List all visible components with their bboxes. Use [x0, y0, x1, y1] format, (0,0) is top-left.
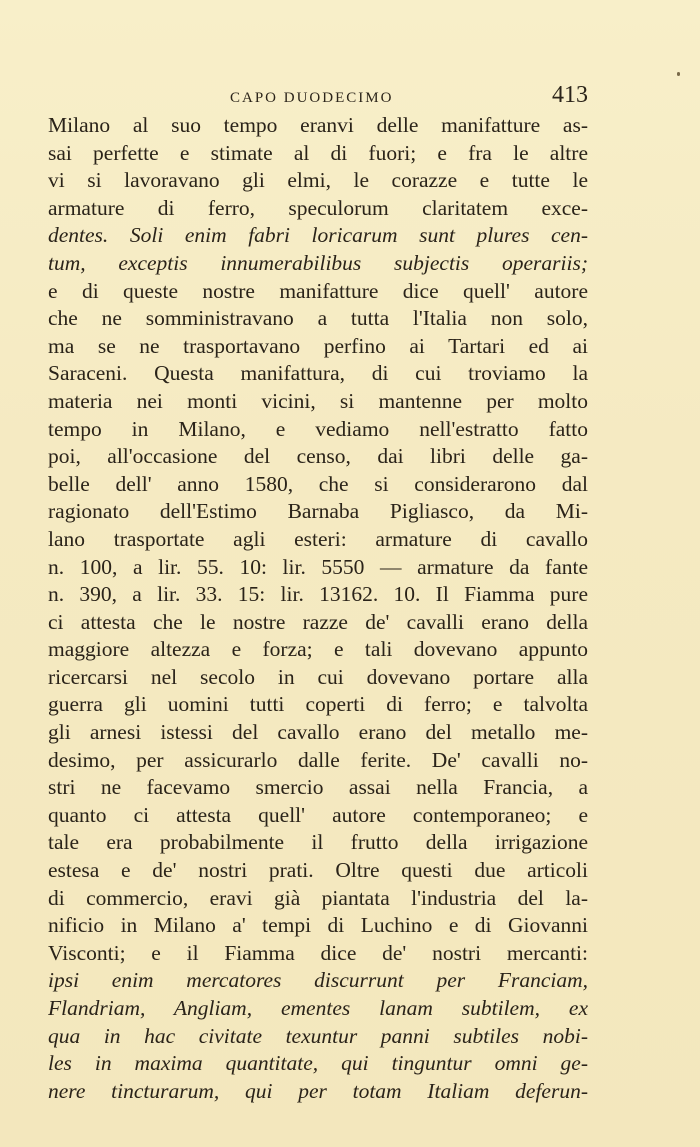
text-line: nere tincturarum, qui per totam Italiam deferun- — [48, 1078, 588, 1103]
text-line: maggiore altezza e forza; e tali dovevano appunto — [48, 637, 588, 662]
text-line: armature di ferro, speculorum claritatem exce- — [48, 195, 588, 220]
text-line: qua in hac civitate texuntur panni subtiles nobi- — [48, 1023, 588, 1048]
text-line: stri ne facevamo smercio assai nella Francia, a — [48, 775, 588, 800]
text-line: ricercarsi nel secolo in cui dovevano portare alla — [48, 664, 588, 689]
page-number: 413 — [552, 82, 588, 108]
text-line: poi, all'occasione del censo, dai libri delle ga- — [48, 444, 588, 469]
running-head — [48, 84, 588, 112]
text-line: tale era probabilmente il frutto della irrigazione — [48, 830, 588, 855]
text-line: n. 390, a lir. 33. 15: lir. 13162. 10. Il Fiamma pure — [48, 582, 588, 607]
text-line: sai perfette e stimate al di fuori; e fra le altre — [48, 140, 588, 165]
running-title: CAPO DUODECIMO — [230, 90, 394, 106]
text-line: estesa e de' nostri prati. Oltre questi due articoli — [48, 858, 588, 883]
text-line: belle dell' anno 1580, che si considerarono dal — [48, 471, 588, 496]
text-line: che ne somministravano a tutta l'Italia non solo, — [48, 306, 588, 331]
paper-speck — [677, 72, 680, 76]
text-line: ci attesta che le nostre razze de' cavalli erano della — [48, 609, 588, 634]
text-line: vi si lavoravano gli elmi, le corazze e tutte le — [48, 168, 588, 193]
body-text — [48, 112, 588, 1105]
text-line: ma se ne trasportavano perfino ai Tartari ed ai — [48, 333, 588, 358]
text-line: nificio in Milano a' tempi di Luchino e di Giovanni — [48, 913, 588, 938]
text-line: materia nei monti vicini, si mantenne per molto — [48, 388, 588, 413]
text-line: tempo in Milano, e vediamo nell'estratto fatto — [48, 416, 588, 441]
text-line: Milano al suo tempo eranvi delle manifatture as- — [48, 113, 588, 137]
text-line: ipsi enim mercatores discurrunt per Franciam, — [48, 968, 588, 993]
text-line: Flandriam, Angliam, ementes lanam subtilem, ex — [48, 996, 588, 1020]
text-line: Saraceni. Questa manifattura, di cui troviamo la — [48, 361, 588, 386]
text-line: e di queste nostre manifatture dice quell' autore — [48, 278, 588, 303]
text-line: quanto ci attesta quell' autore contemporaneo; e — [48, 802, 588, 827]
text-line: gli arnesi istessi del cavallo erano del metallo me- — [48, 720, 588, 745]
text-line: ragionato dell'Estimo Barnaba Pigliasco, da Mi- — [48, 499, 588, 524]
text-line: tum, exceptis innumerabilibus subjectis operariis; — [48, 250, 588, 275]
text-line: dentes. Soli enim fabri loricarum sunt plures cen- — [48, 223, 588, 248]
text-line: di commercio, eravi già piantata l'industria del la- — [48, 885, 588, 910]
text-line: desimo, per assicurarlo dalle ferite. De' cavalli no- — [48, 747, 588, 772]
text-line: lano trasportate agli esteri: armature di cavallo — [48, 526, 588, 551]
text-line: n. 100, a lir. 55. 10: lir. 5550 — armature da fante — [48, 554, 588, 579]
text-line: Visconti; e il Fiamma dice de' nostri mercanti: — [48, 940, 588, 965]
text-line: guerra gli uomini tutti coperti di ferro; e talvolta — [48, 692, 588, 717]
text-line: les in maxima quantitate, qui tinguntur omni ge- — [48, 1051, 588, 1076]
